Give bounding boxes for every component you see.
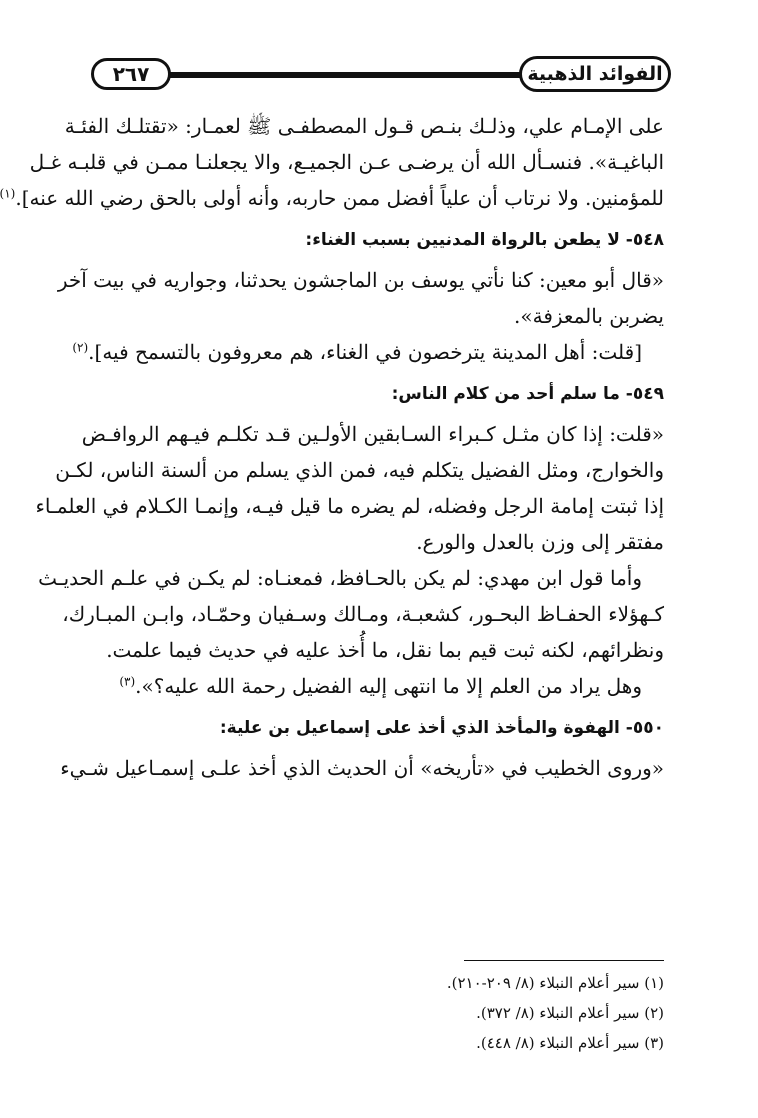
- body-line: كـهؤلاء الحفـاظ البحـور، كشعبـة، ومـالك وسـفيان وحمّـاد، وابـن المبـارك،: [62, 602, 664, 626]
- footnote: (٣) سير أعلام النبلاء (٨/ ٤٤٨).: [476, 1034, 664, 1052]
- body-line: «قلت: إذا كان مثـل كـبراء السـابقين الأولـين قـد تكلـم فيـهم الروافـض: [81, 422, 664, 446]
- header-rule: [161, 72, 551, 78]
- body-line: إذا ثبتت إمامة الرجل وفضله، لم يضره ما قيل فيـه، وإنمـا الكـلام في العلمـاء: [35, 494, 664, 518]
- section-heading-550: ٥٥٠- الهفوة والمأخذ الذي أخذ على إسماعيل بن علية:: [219, 718, 664, 738]
- body-line: الباغيـة». فنسـأل الله أن يرضـى عـن الجميـع، والا يجعلنـا ممـن في قلبـه غـل: [29, 150, 664, 174]
- running-header: [91, 52, 671, 98]
- body-line: ونظرائهم، لكنه ثبت قيم بما نقل، ما أُخذ عليه في حديث فيما علمت.: [106, 638, 664, 662]
- page-body: [4, 108, 664, 786]
- body-text: للمؤمنين. ولا نرتاب أن علياً أفضل ممن حاربه، وأنه أولى بالحق رضي الله عنه].: [15, 186, 664, 210]
- footnote: (٢) سير أعلام النبلاء (٨/ ٣٧٢).: [476, 1004, 664, 1022]
- body-line: «وروى الخطيب في «تأريخه» أن الحديث الذي أخذ علـى إسمـاعيل شـيء: [60, 756, 664, 780]
- body-text: [قلت: أهل المدينة يترخصون في الغناء، هم معروفون بالتسمح فيه].: [88, 340, 642, 364]
- book-page: [3, 0, 758, 1118]
- footnotes: [97, 968, 664, 1058]
- body-line: وأما قول ابن مهدي: لم يكن بالحـافظ، فمعنـاه: لم يكـن في علـم الحديـث: [38, 566, 642, 590]
- footnote-ref: (٢): [72, 340, 89, 355]
- body-line: «قال أبو معين: كنا نأتي يوسف بن الماجشون يحدثنا، وجواريه في بيت آخر: [57, 268, 664, 292]
- body-line: [4, 180, 664, 216]
- footnote-rule: [464, 960, 664, 961]
- section-heading-549: ٥٤٩- ما سلم أحد من كلام الناس:: [391, 384, 664, 404]
- page-number: ٢٦٧: [91, 58, 171, 90]
- body-line: والخوارج، ومثل الفضيل يتكلم فيه، فمن الذي يسلم من ألسنة الناس، لكـن: [55, 458, 664, 482]
- footnote-ref: (١: [4, 186, 16, 201]
- footnote: (١) سير أعلام النبلاء (٨/ ٢٠٩-٢١٠).: [446, 974, 664, 992]
- section-heading-548: ٥٤٨- لا يطعن بالرواة المدنيين بسبب الغناء:: [305, 230, 664, 250]
- body-line: مفتقر إلى وزن بالعدل والورع.: [416, 530, 664, 554]
- footnote-ref: (٣): [119, 674, 136, 689]
- body-line: على الإمـام علي، وذلـك بنـص قـول المصطفـى ﷺ لعمـار: «تقتلـك الفئـة: [64, 114, 664, 138]
- body-line: يضربن بالمعزفة».: [514, 304, 664, 328]
- body-line: [97, 668, 664, 704]
- running-title: الفوائد الذهبية: [519, 56, 671, 92]
- body-line: [72, 334, 664, 370]
- body-text: وهل يراد من العلم إلا ما انتهى إليه الفضيل رحمة الله عليه؟».: [135, 674, 642, 698]
